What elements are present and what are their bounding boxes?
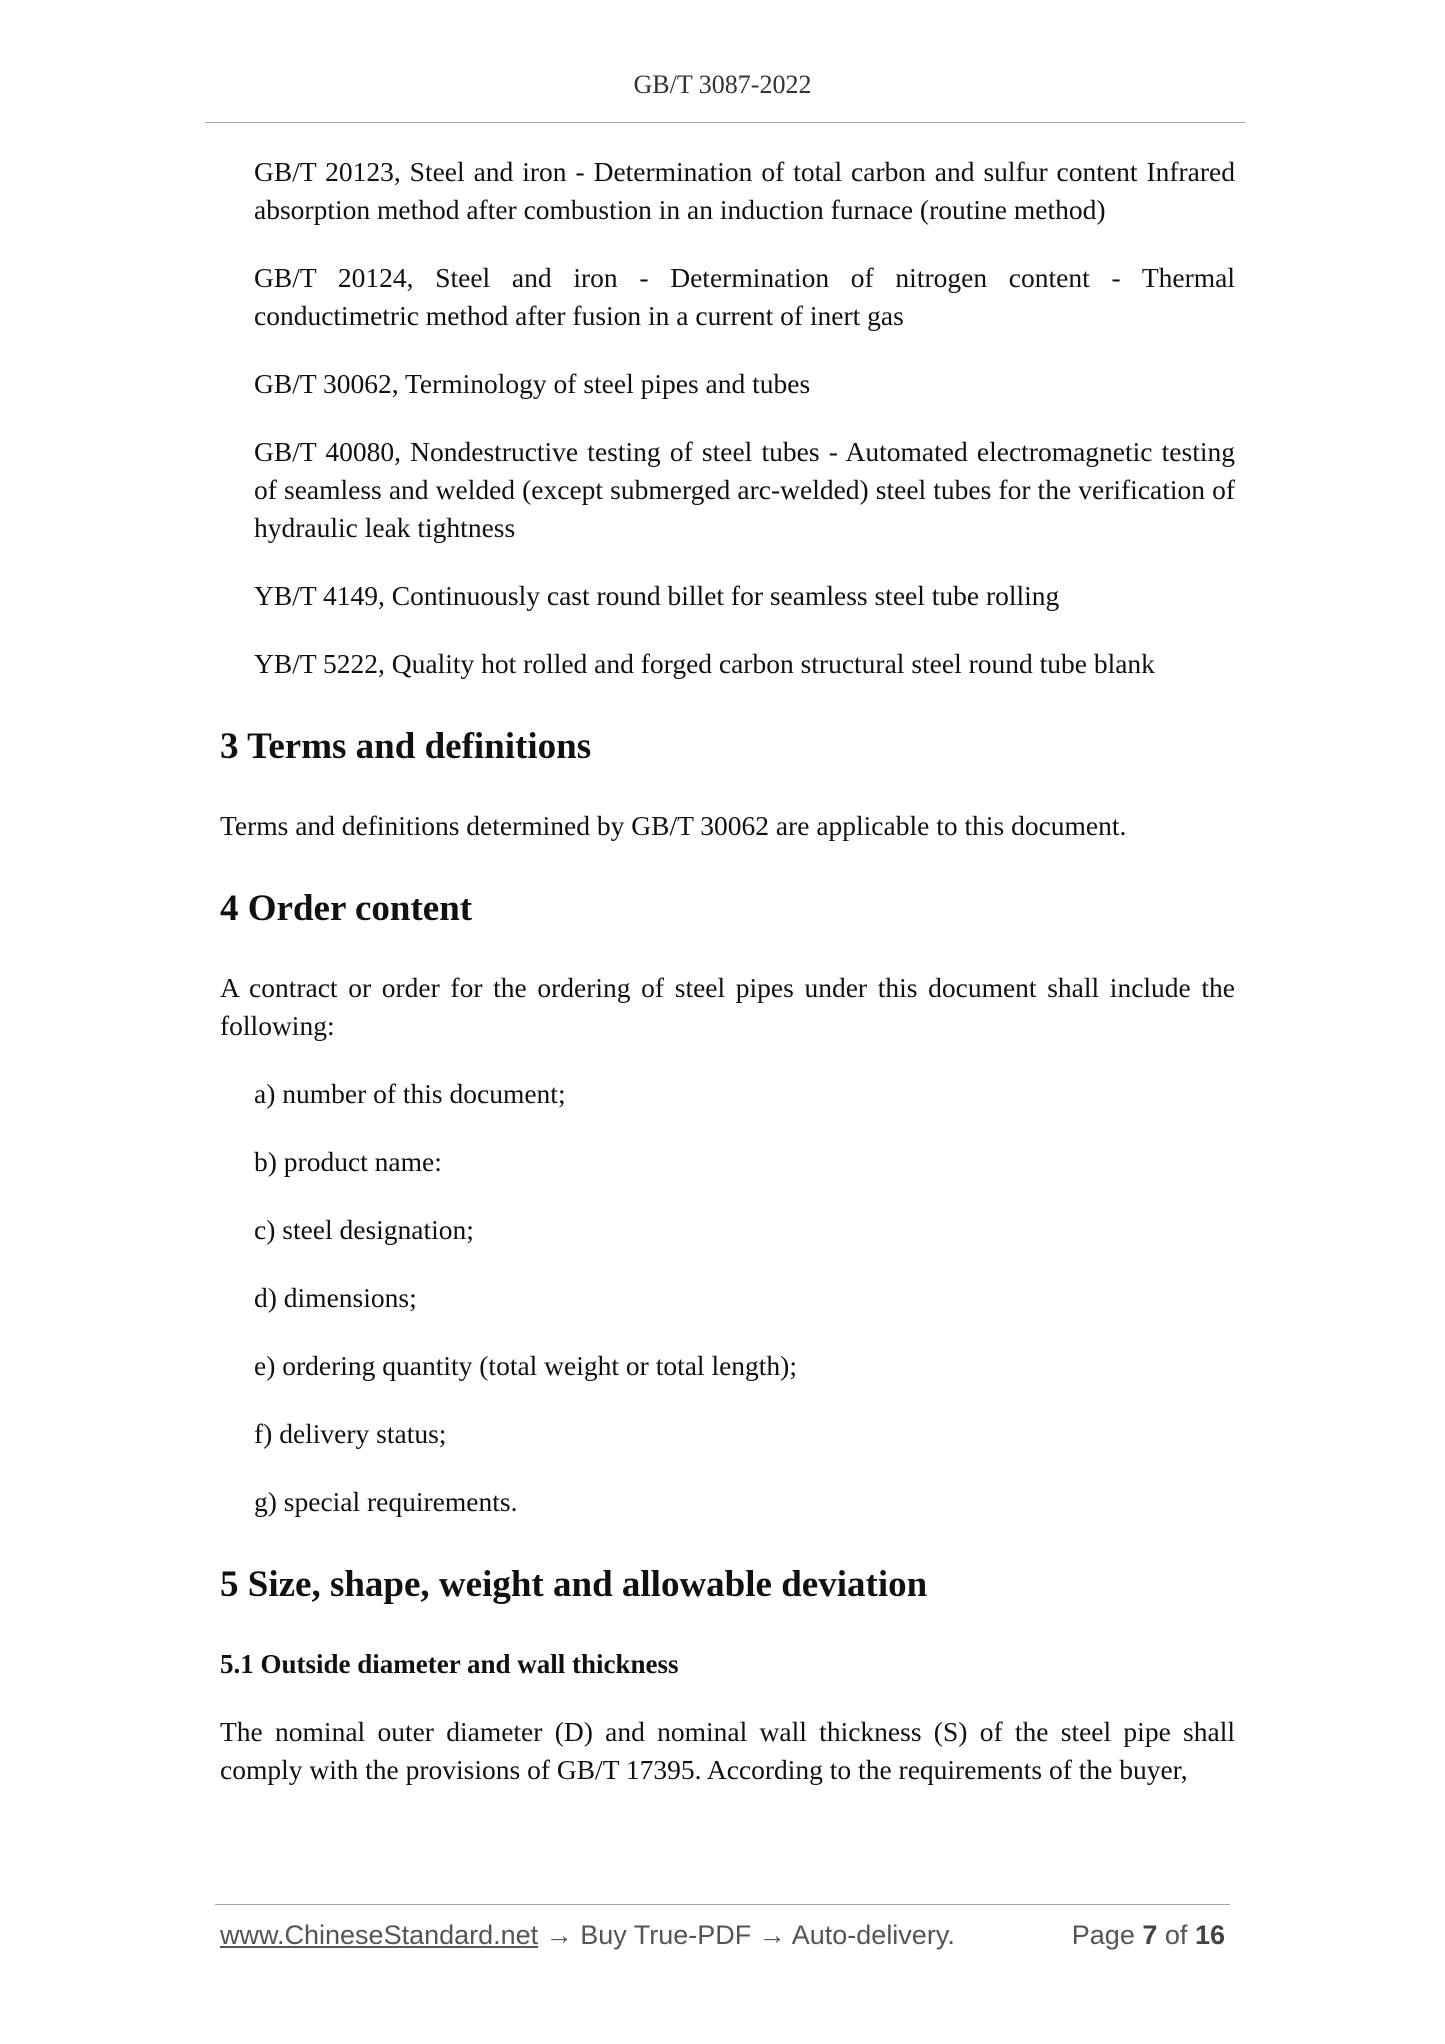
list-item: b) product name: xyxy=(254,1146,442,1177)
page-body xyxy=(220,153,1235,1819)
reference-item: YB/T 5222, Quality hot rolled and forged carbon structural steel round tube blank xyxy=(254,648,1155,679)
footer-promo xyxy=(220,1920,955,1951)
header-divider xyxy=(205,122,1245,123)
page-header: GB/T 3087-2022 xyxy=(633,70,812,99)
footer-tagline: → Buy True-PDF → Auto-delivery. xyxy=(538,1920,955,1950)
page-number xyxy=(1072,1920,1225,1951)
list-item: d) dimensions; xyxy=(254,1282,417,1313)
of-label: of xyxy=(1164,1920,1188,1950)
reference-item: GB/T 40080, Nondestructive testing of steel tubes - Automated electromagnetic testing of seamless and welded (except submerged arc-welded) steel tubes for the verification of hydraulic leak tightness xyxy=(254,436,1235,543)
footer-divider xyxy=(215,1904,1230,1905)
order-content-list xyxy=(220,1075,1235,1521)
section-3-heading: 3 Terms and definitions xyxy=(220,726,592,767)
section-4-heading: 4 Order content xyxy=(220,888,473,929)
list-item: c) steel designation; xyxy=(254,1214,474,1245)
reference-item: YB/T 4149, Continuously cast round billet for seamless steel tube rolling xyxy=(254,580,1060,611)
list-item: a) number of this document; xyxy=(254,1078,566,1109)
section-5-heading: 5 Size, shape, weight and allowable deviation xyxy=(220,1564,928,1605)
section-4-intro: A contract or order for the ordering of steel pipes under this document shall include the following: xyxy=(220,972,1235,1041)
current-page: 7 xyxy=(1142,1920,1158,1950)
total-pages: 16 xyxy=(1194,1920,1225,1950)
reference-item: GB/T 30062, Terminology of steel pipes and tubes xyxy=(254,368,811,399)
list-item: g) special requirements. xyxy=(254,1486,518,1517)
section-5-1-text: The nominal outer diameter (D) and nominal wall thickness (S) of the steel pipe shall comply with the provisions of GB/T 17395. According to the requirements of the buyer, xyxy=(220,1716,1235,1785)
website-link[interactable]: www.ChineseStandard.net xyxy=(220,1920,539,1950)
page-label: Page xyxy=(1071,1920,1135,1950)
list-item: e) ordering quantity (total weight or total length); xyxy=(254,1350,797,1381)
reference-item: GB/T 20124, Steel and iron - Determination of nitrogen content - Thermal conductimetric method after fusion in a current of inert gas xyxy=(254,262,1235,331)
list-item: f) delivery status; xyxy=(254,1418,447,1449)
section-3-text: Terms and definitions determined by GB/T 30062 are applicable to this document. xyxy=(220,810,1127,841)
reference-item: GB/T 20123, Steel and iron - Determination of total carbon and sulfur content Infrared absorption method after combustion in an induction furnace (routine method) xyxy=(254,156,1235,225)
section-5-1-heading: 5.1 Outside diameter and wall thickness xyxy=(220,1649,679,1679)
